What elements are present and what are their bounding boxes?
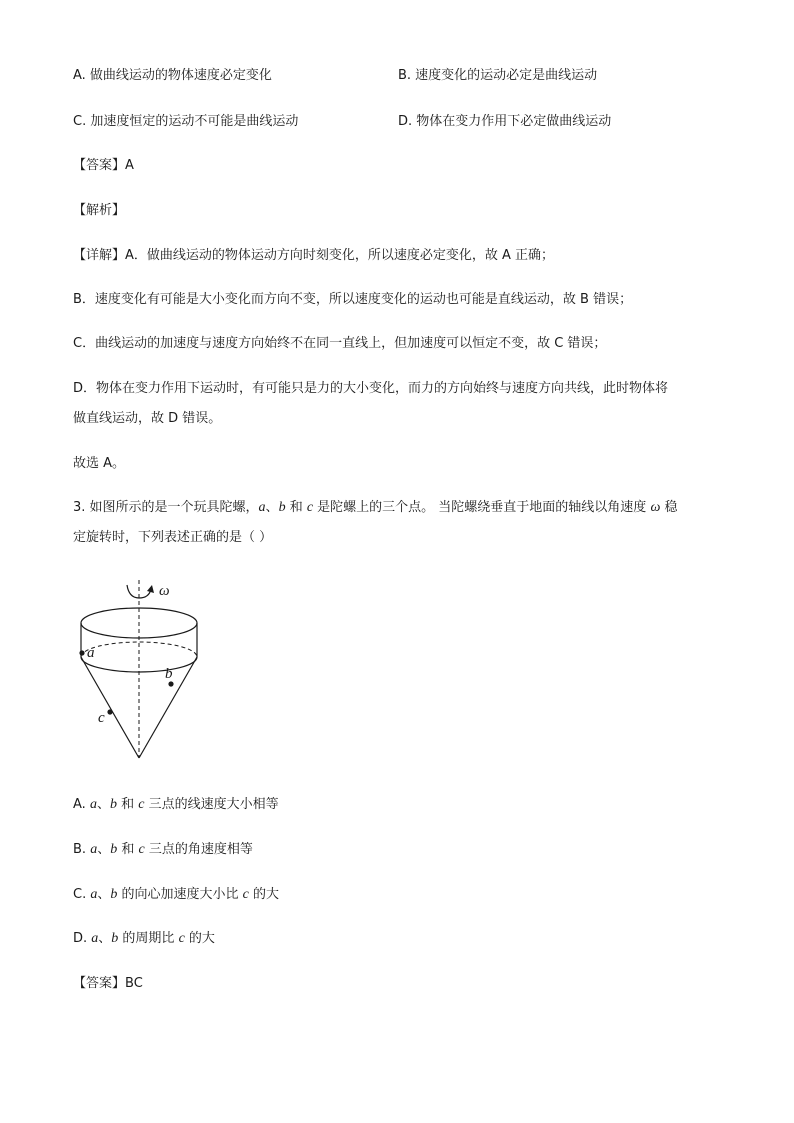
explanation-b: B．速度变化有可能是大小变化而方向不变，所以速度变化的运动也可能是直线运动，故 B 错误； xyxy=(73,292,633,307)
q3-stem-line1 xyxy=(73,498,677,518)
var-b: b xyxy=(109,797,117,812)
explanation-d-line1: D．物体在变力作用下运动时，有可能只是力的大小变化，而力的方向始终与速度方向共线，此时物体将 xyxy=(73,381,669,396)
q3-option-d xyxy=(73,929,215,949)
var-c: c xyxy=(138,842,145,857)
option-text: 和 xyxy=(116,797,139,812)
option-text: 的向心加速度大小比 xyxy=(117,887,243,902)
spinning-top-diagram xyxy=(72,580,212,762)
var-b: b xyxy=(110,842,118,857)
q3-stem-text: 和 xyxy=(285,500,307,515)
point-b xyxy=(168,681,173,686)
omega-label: ω xyxy=(159,583,170,599)
q2-answer: 【答案】A xyxy=(73,158,134,173)
var-a: a xyxy=(258,500,266,515)
var-b: b xyxy=(110,887,118,902)
option-prefix: D. xyxy=(73,931,92,946)
option-prefix: A. xyxy=(73,797,90,812)
explanation-detail: 【详解】A．做曲线运动的物体运动方向时刻变化，所以速度必定变化，故 A 正确； xyxy=(73,248,555,263)
var-a: a xyxy=(90,842,98,857)
separator: 、 xyxy=(96,797,110,812)
separator: 、 xyxy=(97,887,111,902)
var-b: b xyxy=(111,931,119,946)
var-c: c xyxy=(306,500,314,515)
point-c xyxy=(107,709,112,714)
option-text: 和 xyxy=(117,842,139,857)
var-c: c xyxy=(138,797,145,812)
point-c-label: c xyxy=(98,710,105,726)
explanation-c: C．曲线运动的加速度与速度方向始终不在同一直线上，但加速度可以恒定不变，故 C 错误； xyxy=(73,336,607,351)
option-prefix: B. xyxy=(73,842,91,857)
q2-option-d: D. 物体在变力作用下必定做曲线运动 xyxy=(398,114,612,129)
q3-stem-text: 稳 xyxy=(660,500,678,515)
q2-option-b: B. 速度变化的运动必定是曲线运动 xyxy=(398,68,598,83)
separator: 、 xyxy=(98,931,112,946)
option-text: 的周期比 xyxy=(118,931,179,946)
q3-stem-line2: 定旋转时，下列表述正确的是（ ） xyxy=(73,530,273,545)
var-c: c xyxy=(178,931,185,946)
q3-stem-text: 3. 如图所示的是一个玩具陀螺， xyxy=(73,500,259,515)
analysis-label: 【解析】 xyxy=(73,203,126,218)
q3-option-a xyxy=(73,795,279,815)
var-c: c xyxy=(242,887,249,902)
q3-stem-text: 是陀螺上的三个点。 当陀螺绕垂直于地面的轴线以角速度 xyxy=(313,500,651,515)
var-omega: ω xyxy=(650,500,661,515)
point-a xyxy=(79,650,84,655)
option-text: 三点的线速度大小相等 xyxy=(144,797,279,812)
q2-option-c: C. 加速度恒定的运动不可能是曲线运动 xyxy=(73,114,299,129)
point-a-label: a xyxy=(87,645,95,661)
option-text: 三点的角速度相等 xyxy=(144,842,253,857)
option-text: 的大 xyxy=(184,931,215,946)
separator: 、 xyxy=(97,842,111,857)
point-b-label: b xyxy=(165,666,173,682)
arrow-head-icon xyxy=(147,585,154,593)
spinning-top-figure xyxy=(72,580,212,762)
q3-option-b xyxy=(73,840,253,860)
option-text: 的大 xyxy=(248,887,279,902)
var-a: a xyxy=(90,887,98,902)
q2-option-a: A. 做曲线运动的物体速度必定变化 xyxy=(73,68,272,83)
q3-answer: 【答案】BC xyxy=(73,976,143,991)
var-a: a xyxy=(89,797,97,812)
var-b: b xyxy=(278,500,286,515)
option-prefix: C. xyxy=(73,887,91,902)
conclusion: 故选 A。 xyxy=(73,456,126,471)
explanation-d-line2: 做直线运动，故 D 错误。 xyxy=(73,411,222,426)
separator: 、 xyxy=(265,500,279,515)
q3-option-c xyxy=(73,885,279,905)
var-a: a xyxy=(91,931,99,946)
